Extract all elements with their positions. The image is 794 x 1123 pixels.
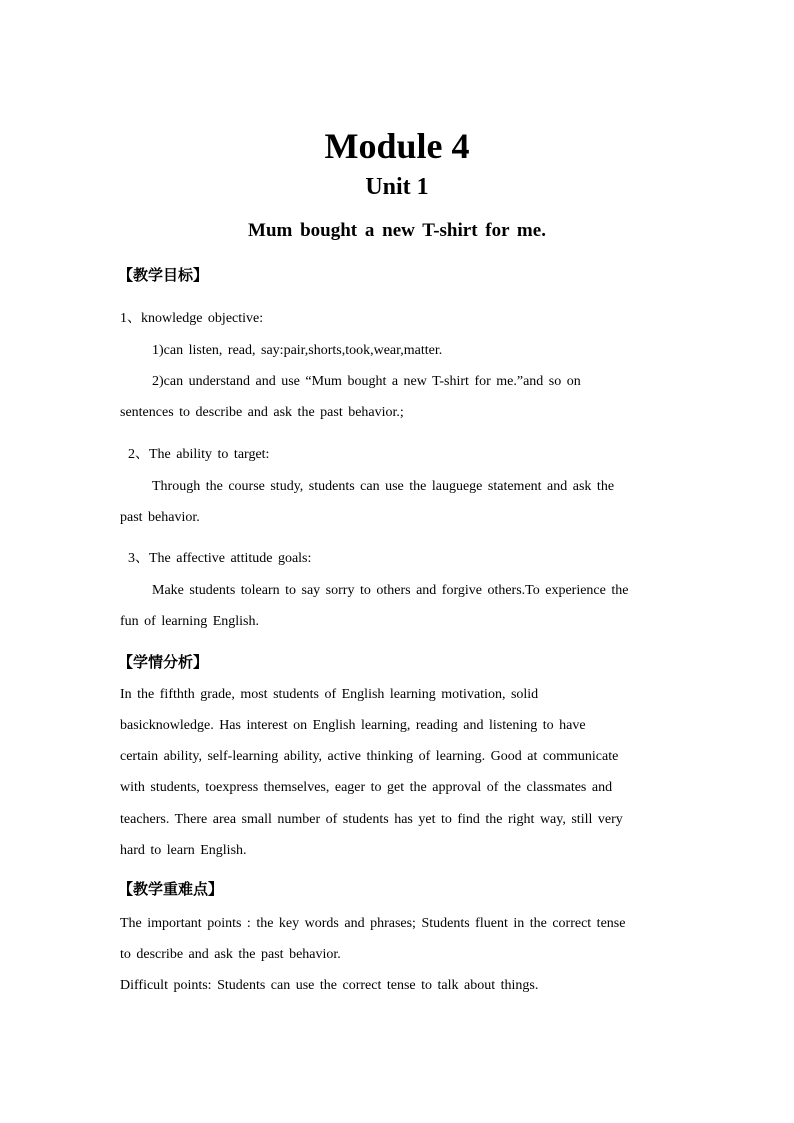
objective-3-title: 3、The affective attitude goals: bbox=[128, 551, 312, 566]
objective-2-title: 2、The ability to target: bbox=[128, 447, 270, 462]
analysis-line: hard to learn English. bbox=[120, 843, 247, 858]
objective-2-line-1: Through the course study, students can use the lauguege statement and ask the bbox=[152, 479, 615, 494]
analysis-line: certain ability, self-learning ability, active thinking of learning. Good at communicate bbox=[120, 749, 619, 764]
key-points-line: The important points : the key words and phrases; Students fluent in the correct tense bbox=[120, 916, 626, 931]
objective-3-line-1: Make students tolearn to say sorry to others and forgive others.To experience the bbox=[152, 583, 629, 598]
objective-2-line-2: past behavior. bbox=[120, 510, 200, 525]
section-heading-key-points: 【教学重难点】 bbox=[118, 880, 224, 898]
section-heading-teaching-objectives: 【教学目标】 bbox=[118, 266, 209, 284]
objective-1-title: 1、knowledge objective: bbox=[120, 311, 264, 326]
objective-3-line-2: fun of learning English. bbox=[120, 614, 259, 629]
module-title: Module 4 bbox=[324, 126, 470, 166]
section-heading-student-analysis: 【学情分析】 bbox=[118, 653, 209, 671]
lesson-subtitle: Mum bought a new T-shirt for me. bbox=[248, 220, 546, 241]
key-points-line: Difficult points: Students can use the correct tense to talk about things. bbox=[120, 978, 539, 993]
objective-1-line-1: 1)can listen, read, say:pair,shorts,took,wear,matter. bbox=[152, 343, 443, 358]
analysis-line: teachers. There area small number of students has yet to find the right way, still very bbox=[120, 812, 623, 827]
unit-title: Unit 1 bbox=[365, 174, 429, 200]
analysis-line: In the fifthth grade, most students of English learning motivation, solid bbox=[120, 687, 539, 702]
analysis-line: with students, toexpress themselves, eager to get the approval of the classmates and bbox=[120, 780, 613, 795]
objective-1-line-2: 2)can understand and use “Mum bought a new T-shirt for me.”and so on bbox=[152, 374, 581, 389]
analysis-line: basicknowledge. Has interest on English learning, reading and listening to have bbox=[120, 718, 586, 733]
key-points-line: to describe and ask the past behavior. bbox=[120, 947, 341, 962]
objective-1-line-3: sentences to describe and ask the past behavior.; bbox=[120, 405, 404, 420]
